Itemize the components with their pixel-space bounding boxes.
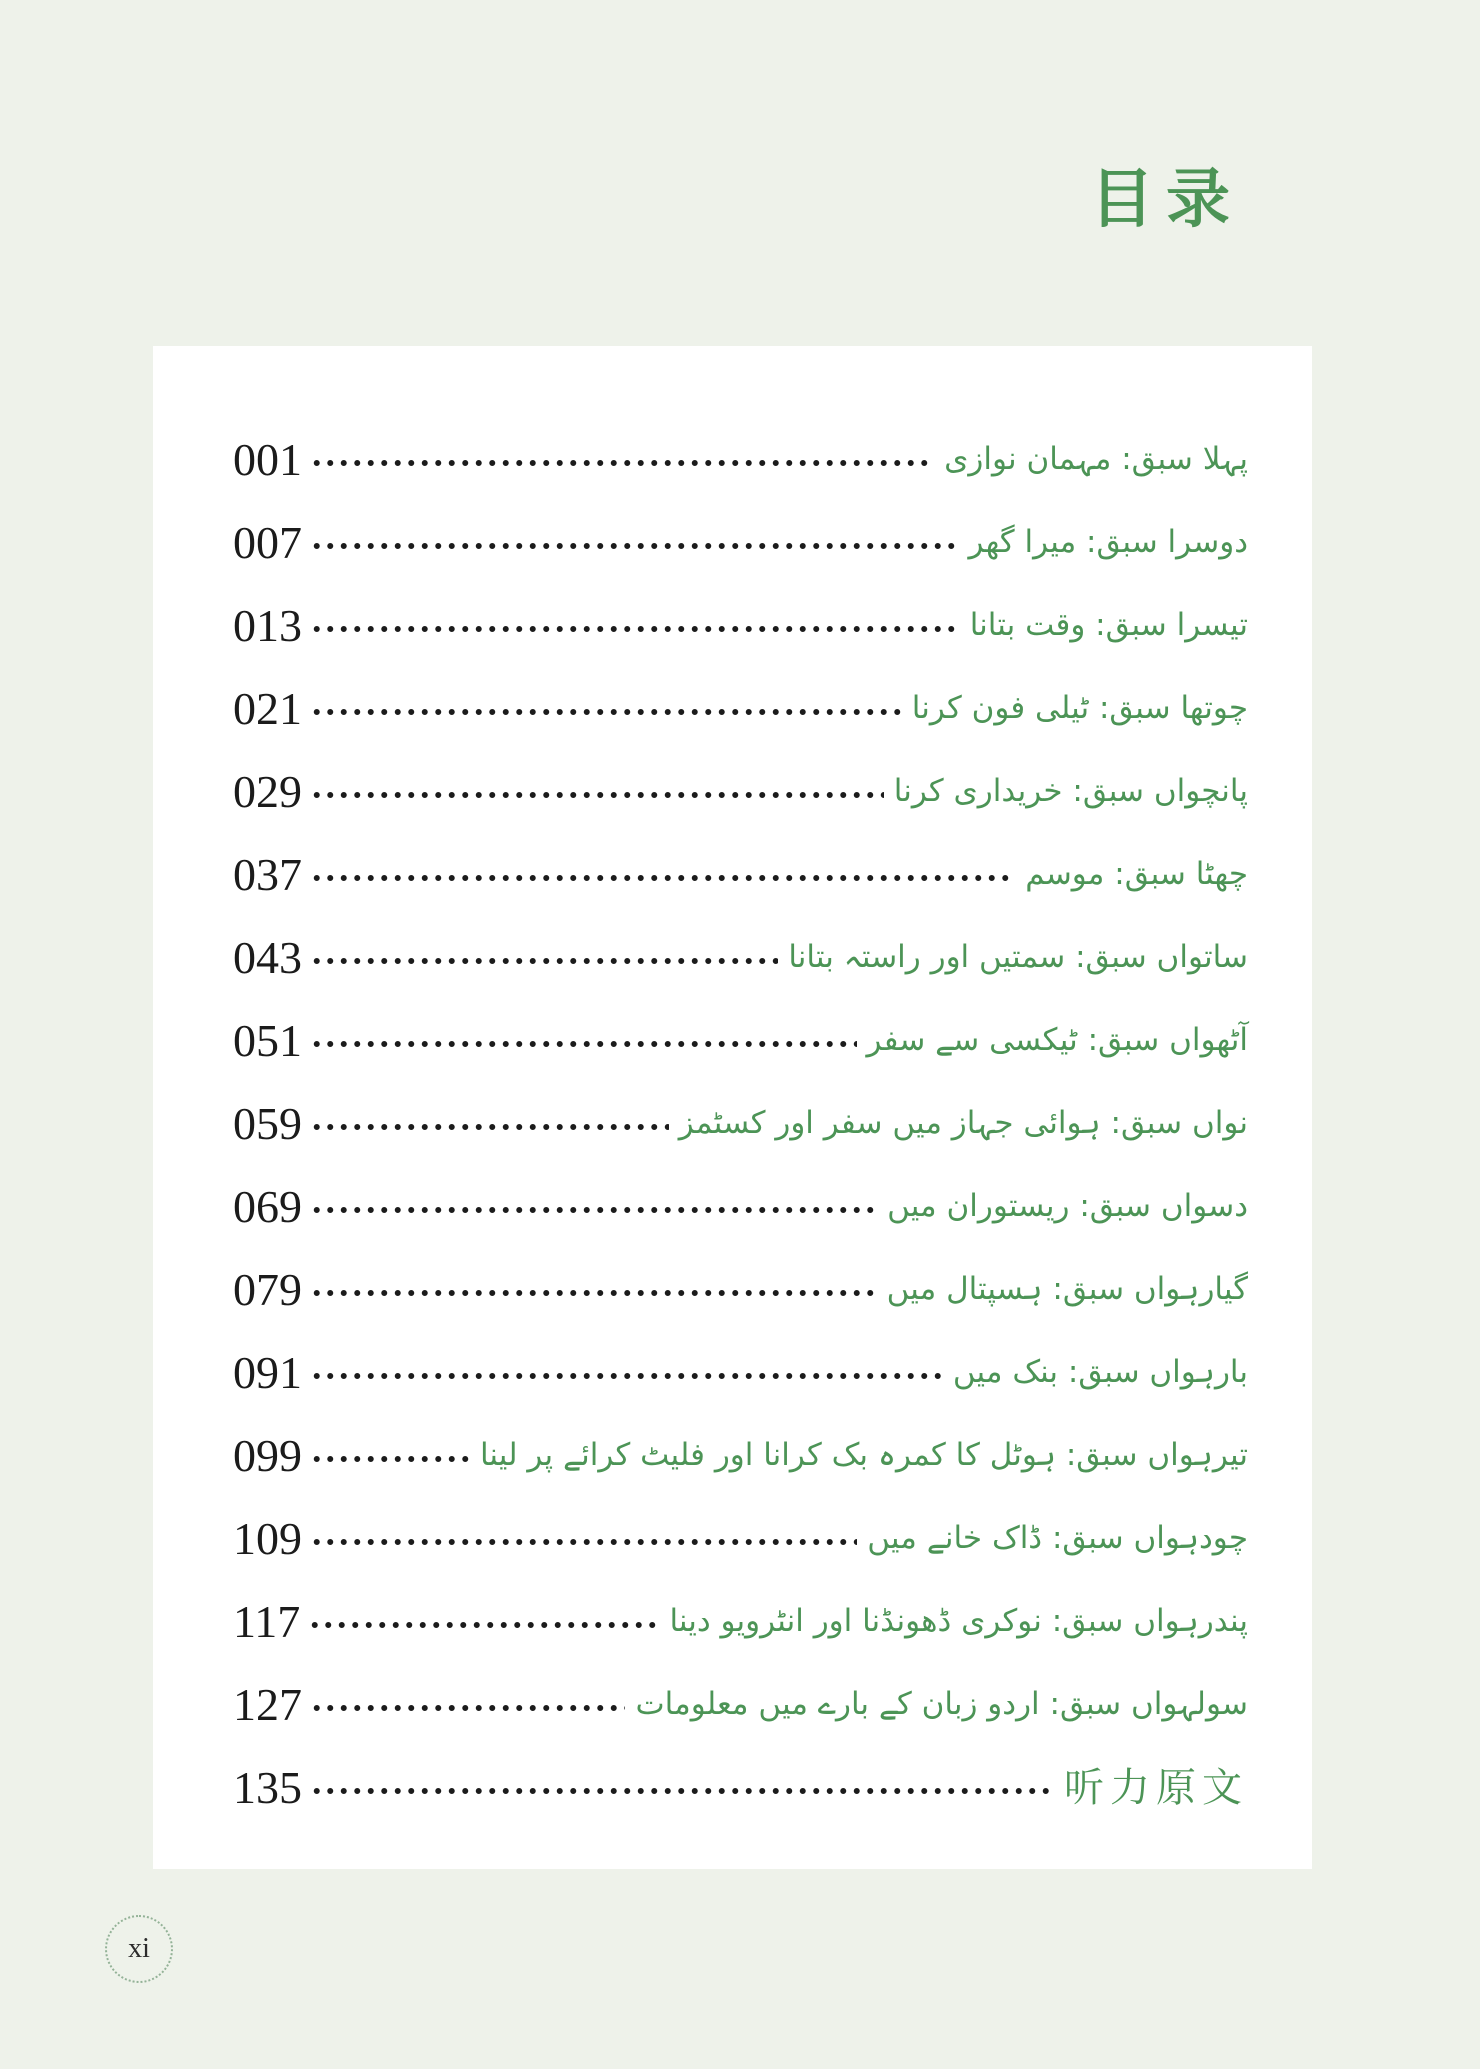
entry-title: دسواں سبق: ریستوران میں — [887, 1187, 1248, 1224]
entry-page-number: 099 — [233, 1429, 302, 1481]
dotted-leader-icon — [310, 708, 902, 716]
page-title: 目录 — [1090, 162, 1242, 237]
toc-row — [233, 999, 1248, 1082]
entry-title: پہلا سبق: مہمان نوازی — [944, 440, 1248, 477]
entry-page-number: 037 — [233, 848, 302, 900]
entry-page-number: 079 — [233, 1263, 302, 1315]
toc-row — [233, 584, 1248, 667]
entry-title: گیارہواں سبق: ہسپتال میں — [886, 1270, 1248, 1307]
entry-title: تیرہواں سبق: ہوٹل کا کمرہ بک کرانا اور فلیٹ کرائے پر لینا — [479, 1436, 1248, 1473]
toc-row — [233, 1580, 1248, 1663]
entry-page-number: 029 — [233, 765, 302, 817]
entry-title: دوسرا سبق: میرا گھر — [968, 523, 1248, 560]
dotted-leader-icon — [310, 1538, 857, 1546]
entry-page-number: 013 — [233, 599, 302, 651]
dotted-leader-icon — [310, 542, 959, 550]
page-number-label: xi — [128, 1933, 150, 1964]
dotted-leader-icon — [310, 459, 934, 467]
toc-row — [233, 1165, 1248, 1248]
dotted-leader-icon — [310, 957, 778, 965]
entry-title: آٹھواں سبق: ٹیکسی سے سفر — [866, 1021, 1248, 1058]
dotted-leader-icon — [310, 1372, 943, 1380]
entry-title: چھٹا سبق: موسم — [1025, 855, 1248, 892]
toc-card — [153, 346, 1312, 1869]
entry-page-number: 109 — [233, 1512, 302, 1564]
toc-row — [233, 750, 1248, 833]
entry-title: چودہواں سبق: ڈاک خانے میں — [867, 1519, 1248, 1556]
entry-page-number: 021 — [233, 682, 302, 734]
dotted-leader-icon — [310, 1123, 669, 1131]
toc-row — [233, 1082, 1248, 1165]
toc-row — [233, 418, 1248, 501]
dotted-leader-icon — [310, 874, 1015, 882]
entry-page-number: 127 — [233, 1678, 302, 1730]
dotted-leader-icon — [310, 1289, 877, 1297]
entry-page-number: 059 — [233, 1097, 302, 1149]
toc-row — [233, 1248, 1248, 1331]
dotted-leader-icon — [310, 1455, 470, 1463]
toc-row — [233, 1497, 1248, 1580]
toc-row — [233, 1414, 1248, 1497]
entry-page-number: 043 — [233, 931, 302, 983]
dotted-leader-icon — [310, 625, 960, 633]
entry-title: 听力原文 — [1064, 1764, 1248, 1811]
entry-title: پندرہواں سبق: نوکری ڈھونڈنا اور انٹرویو دینا — [669, 1602, 1248, 1639]
entry-title: بارہواں سبق: بنک میں — [952, 1353, 1248, 1390]
page-number-badge — [105, 1915, 173, 1983]
entry-page-number: 117 — [233, 1595, 301, 1647]
entry-title: تیسرا سبق: وقت بتانا — [969, 606, 1248, 643]
toc-row — [233, 1746, 1248, 1829]
toc-row — [233, 1663, 1248, 1746]
toc-row — [233, 1331, 1248, 1414]
entry-title: نواں سبق: ہوائی جہاز میں سفر اور کسٹمز — [678, 1104, 1248, 1141]
entry-title: پانچواں سبق: خریداری کرنا — [893, 772, 1248, 809]
toc-list — [153, 346, 1312, 1829]
toc-row — [233, 501, 1248, 584]
entry-page-number: 051 — [233, 1014, 302, 1066]
entry-page-number: 091 — [233, 1346, 302, 1398]
dotted-leader-icon — [310, 1787, 1054, 1795]
toc-row — [233, 667, 1248, 750]
entry-page-number: 135 — [233, 1761, 302, 1813]
dotted-leader-icon — [310, 1704, 625, 1712]
entry-page-number: 007 — [233, 516, 302, 568]
dotted-leader-icon — [310, 1040, 857, 1048]
entry-title: سولہواں سبق: اردو زبان کے بارے میں معلومات — [635, 1685, 1248, 1722]
entry-page-number: 001 — [233, 433, 302, 485]
entry-page-number: 069 — [233, 1180, 302, 1232]
entry-title: چوتھا سبق: ٹیلی فون کرنا — [911, 689, 1248, 726]
dotted-leader-icon — [308, 1621, 659, 1629]
toc-row — [233, 833, 1248, 916]
toc-row — [233, 916, 1248, 999]
dotted-leader-icon — [310, 791, 884, 799]
entry-title: ساتواں سبق: سمتیں اور راستہ بتانا — [788, 938, 1248, 975]
dotted-leader-icon — [310, 1206, 877, 1214]
